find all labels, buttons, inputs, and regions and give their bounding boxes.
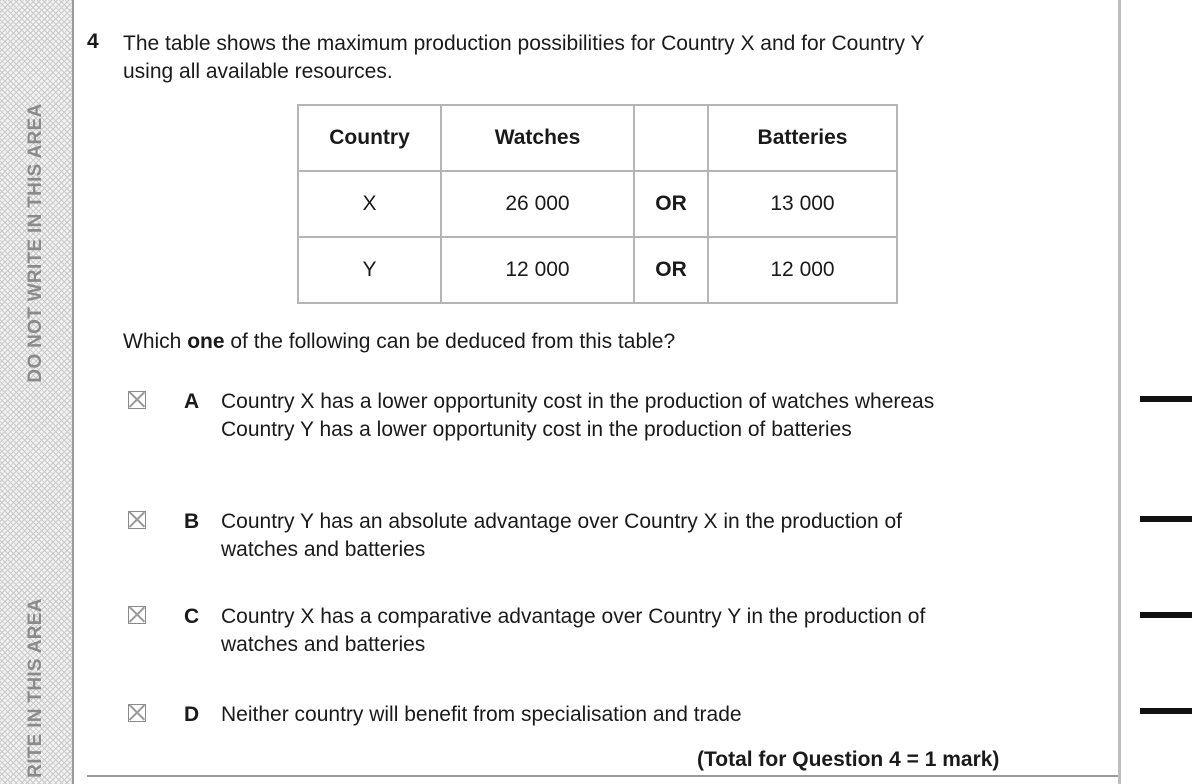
option-text: Country X has a comparative advantage over Country Y in the production of watches and batteries (221, 605, 926, 656)
total-marks: (Total for Question 4 = 1 mark) (697, 748, 1000, 771)
table-row (298, 237, 897, 303)
header-blank (634, 105, 708, 171)
question-stem: The table shows the maximum production possibilities for Country X and for Country Y using all available resources. (123, 32, 925, 83)
table-header-row (298, 105, 897, 171)
margin-warning-lower: RITE IN THIS AREA (25, 598, 46, 778)
option-letter: A (184, 390, 200, 413)
option-text: Country Y has an absolute advantage over Country X in the production of watches and batteries (221, 510, 903, 561)
margin-tick (1140, 396, 1192, 402)
cell-country: Y (298, 237, 441, 303)
prompt-emphasis: one (187, 330, 225, 353)
margin-tick (1140, 516, 1192, 522)
option-text: Country X has a lower opportunity cost in the production of watches whereas Country Y has a lower opportunity cost in the production of batteries (221, 390, 935, 441)
cell-or: OR (634, 237, 708, 303)
margin-tick (1140, 708, 1192, 714)
header-watches: Watches (441, 105, 634, 171)
option-d-checkbox[interactable] (128, 704, 146, 722)
margin-warning-upper: DO NOT WRITE IN THIS AREA (25, 103, 46, 383)
option-letter: B (184, 510, 200, 533)
cell-batteries: 13 000 (708, 171, 897, 237)
prompt-text: Which (123, 330, 188, 353)
option-text: Neither country will benefit from specialisation and trade (221, 703, 742, 726)
question-prompt (123, 330, 675, 354)
margin-strip (0, 0, 74, 784)
cell-country: X (298, 171, 441, 237)
header-batteries: Batteries (708, 105, 897, 171)
cell-or: OR (634, 171, 708, 237)
option-a-checkbox[interactable] (128, 391, 146, 409)
option-letter: D (184, 703, 200, 726)
question-number: 4 (87, 30, 99, 53)
header-country: Country (298, 105, 441, 171)
right-margin-rule (1118, 0, 1121, 784)
prompt-text: of the following can be deduced from this table? (224, 330, 676, 353)
option-letter: C (184, 605, 200, 628)
production-table (297, 104, 898, 304)
margin-tick (1140, 612, 1192, 618)
cell-batteries: 12 000 (708, 237, 897, 303)
option-c-checkbox[interactable] (128, 606, 146, 624)
cell-watches: 12 000 (441, 237, 634, 303)
option-b-checkbox[interactable] (128, 511, 146, 529)
cell-watches: 26 000 (441, 171, 634, 237)
bottom-rule (87, 775, 1118, 777)
table-row (298, 171, 897, 237)
